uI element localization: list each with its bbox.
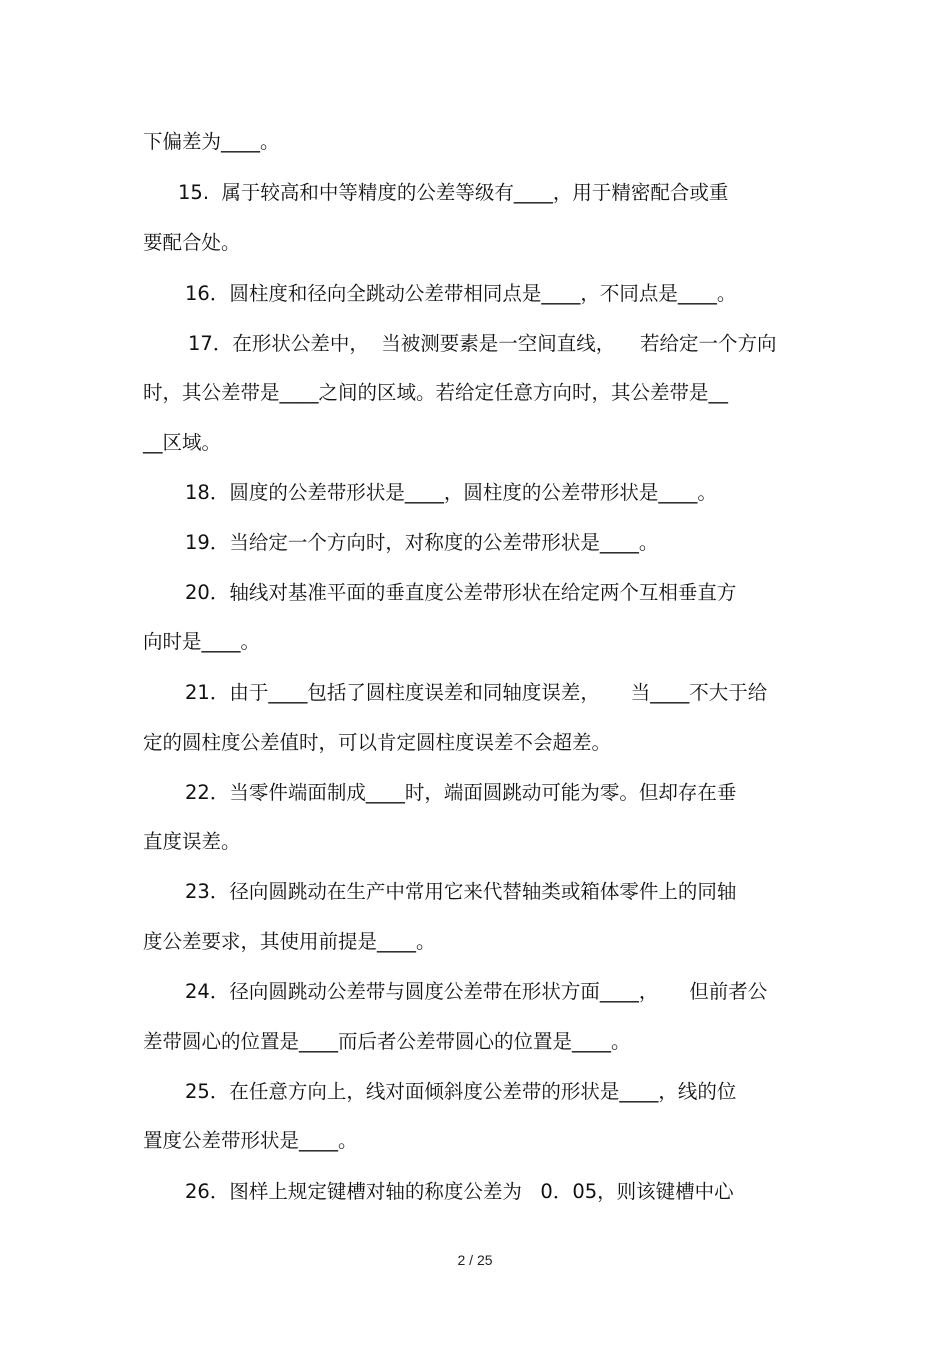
text-line: 直度误差。 [143, 830, 241, 853]
question-20: 20．轴线对基准平面的垂直度公差带形状在给定两个互相垂直方 [185, 581, 737, 604]
text-line: 向时是____。 [143, 630, 261, 653]
question-17: 17．在形状公差中， 当被测要素是一空间直线， 若给定一个方向 [188, 332, 777, 355]
question-25: 25．在任意方向上，线对面倾斜度公差带的形状是____，线的位 [185, 1080, 737, 1103]
text-line: 定的圆柱度公差值时，可以肯定圆柱度误差不会超差。 [143, 731, 612, 754]
question-18: 18．圆度的公差带形状是____，圆柱度的公差带形状是____。 [185, 481, 717, 504]
page-number: 2 / 25 [457, 1252, 493, 1268]
question-21: 21．由于____包括了圆柱度误差和同轴度误差， 当____不大于给 [185, 681, 768, 704]
question-22: 22．当零件端面制成____时，端面圆跳动可能为零。但却存在垂 [185, 781, 737, 804]
question-24: 24．径向圆跳动公差带与圆度公差带在形状方面____， 但前者公 [185, 980, 768, 1003]
text-line: __区域。 [143, 431, 222, 454]
text-line: 置度公差带形状是____。 [143, 1129, 358, 1152]
text-line: 下偏差为____。 [143, 130, 280, 153]
question-16: 16．圆柱度和径向全跳动公差带相同点是____，不同点是____。 [185, 282, 737, 305]
question-15: 15. 属于较高和中等精度的公差等级有____，用于精密配合或重 [178, 181, 729, 204]
question-19: 19．当给定一个方向时，对称度的公差带形状是____。 [185, 531, 659, 554]
question-26: 26．图样上规定键槽对轴的称度公差为 0．05，则该键槽中心 [185, 1180, 734, 1203]
text-line: 差带圆心的位置是____而后者公差带圆心的位置是____。 [143, 1030, 631, 1053]
text-line: 度公差要求，其使用前提是____。 [143, 930, 436, 953]
text-line: 要配合处。 [143, 231, 241, 254]
question-23: 23．径向圆跳动在生产中常用它来代替轴类或箱体零件上的同轴 [185, 880, 737, 903]
text-line: 时，其公差带是____之间的区域。若给定任意方向时，其公差带是__ [143, 381, 729, 404]
